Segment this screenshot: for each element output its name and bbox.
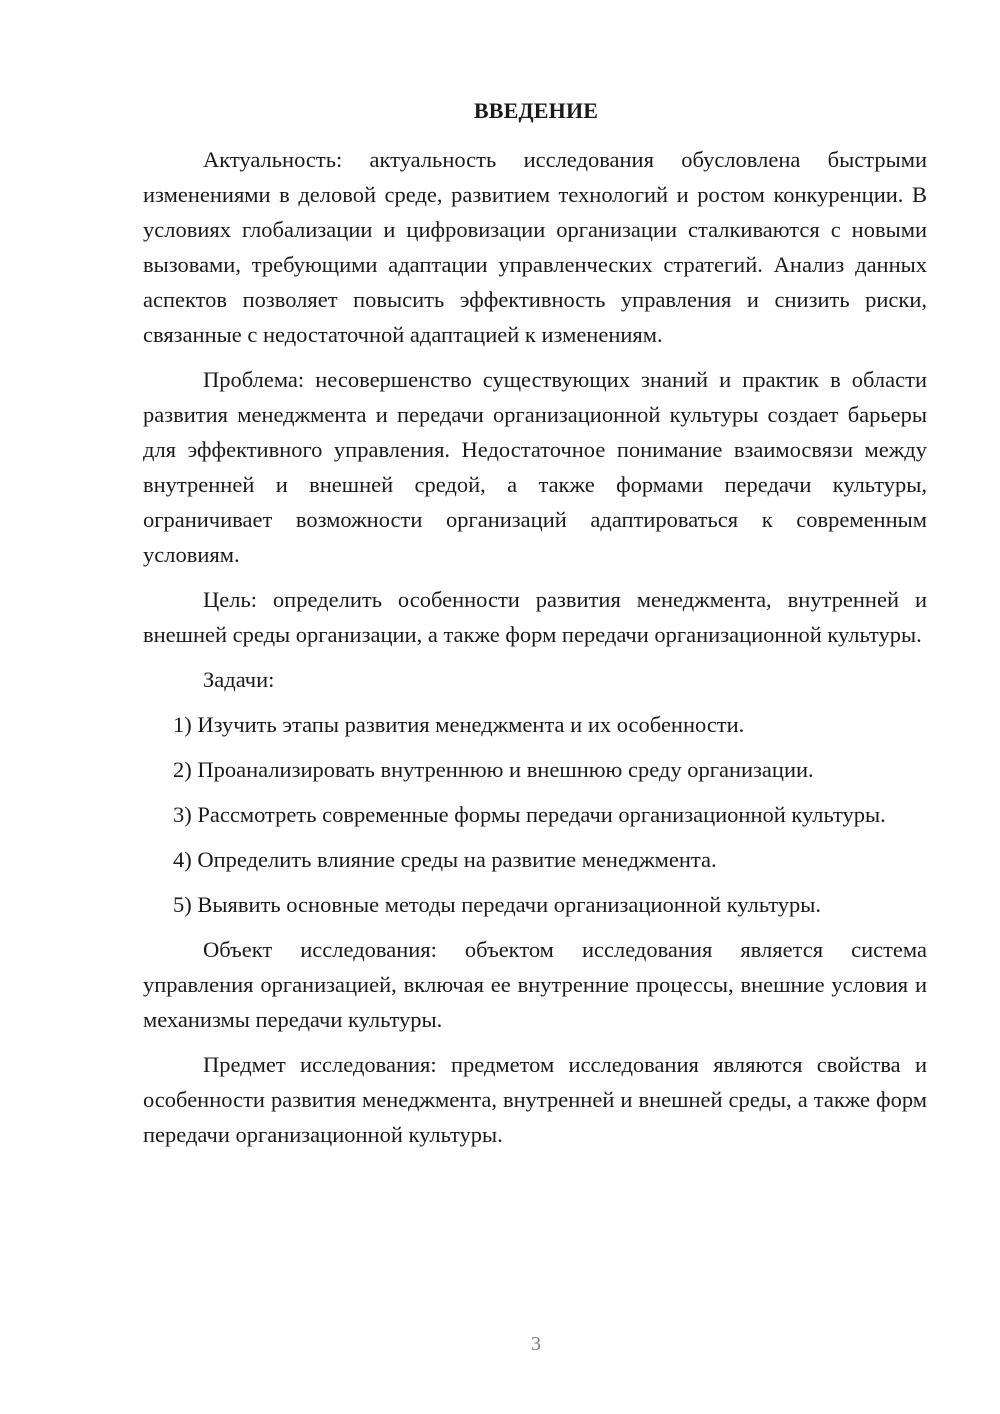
task-item-4: 4) Определить влияние среды на развитие менеджмента. (173, 847, 717, 872)
section-title: ВВЕДЕНИЕ (473, 98, 599, 123)
object-paragraph: Объект исследования: объектом исследования является система управления организацией, включая ее внутренние процессы, внешние условия и механизмы передачи культуры. (143, 937, 927, 1032)
subject-paragraph: Предмет исследования: предметом исследования являются свойства и особенности развития менеджмента, внутренней и внешней среды, а также форм передачи организационной культуры. (143, 1052, 927, 1147)
page-number: 3 (531, 1333, 541, 1355)
task-item-1: 1) Изучить этапы развития менеджмента и их особенности. (173, 712, 745, 737)
task-item-2: 2) Проанализировать внутреннюю и внешнюю среду организации. (173, 757, 814, 782)
task-item-3: 3) Рассмотреть современные формы передачи организационной культуры. (173, 802, 886, 827)
tasks-heading: Задачи: (203, 667, 275, 692)
task-item-5: 5) Выявить основные методы передачи организационной культуры. (173, 892, 822, 917)
relevance-paragraph: Актуальность: актуальность исследования обусловлена быстрыми изменениями в деловой среде, развитием технологий и ростом конкуренции. В условиях глобализации и цифровизации организации сталкиваются с новыми вызовами, требующими адаптации управленческих стратегий. Анализ данных аспектов позволяет повысить эффективность управления и снизить риски, связанные с недостаточной адаптацией к изменениям. (143, 147, 927, 347)
goal-paragraph: Цель: определить особенности развития менеджмента, внутренней и внешней среды организации, а также форм передачи организационной культуры. (143, 587, 927, 647)
problem-paragraph: Проблема: несовершенство существующих знаний и практик в области развития менеджмента и передачи организационной культуры создает барьеры для эффективного управления. Недостаточное понимание взаимосвязи между внутренней и внешней средой, а также формами передачи культуры, ограничивает возможности организаций адаптироваться к современным условиям. (143, 367, 927, 567)
body-text (143, 142, 927, 1162)
